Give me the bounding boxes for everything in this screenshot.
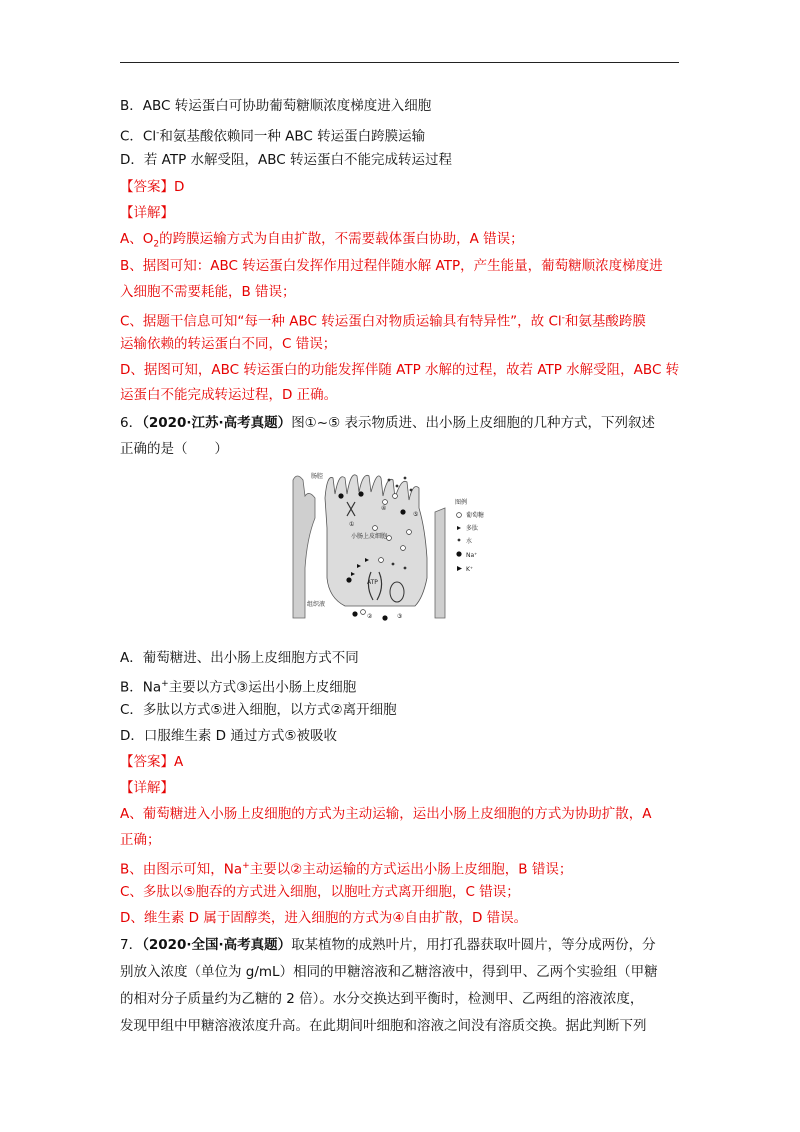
legend-peptide: 多肽 [466, 525, 479, 532]
legend-water: 水 [466, 538, 473, 545]
q5-explanation-b-1: B、据图可知：ABC 转运蛋白发挥作用过程伴随水解 ATP，产生能量，葡萄糖顺浓度梯度进 [120, 258, 663, 274]
q5-explanation-c-2: 运输依赖的转运蛋白不同，C 错误； [120, 336, 337, 352]
q6-explanation-d: D、维生素 D 属于固醇类，进入细胞的方式为④自由扩散，D 错误。 [120, 910, 528, 926]
lumen-label: 肠腔 [311, 473, 324, 480]
legend-glucose: 葡萄糖 [466, 512, 485, 519]
pathway-4-label: ④ [381, 505, 387, 512]
q5-option-c: C．Cl-和氨基酸依赖同一种 ABC 转运蛋白跨膜运输 [120, 128, 426, 145]
header-rule [120, 62, 679, 63]
pathway-2-label: ② [367, 613, 373, 620]
legend-sodium: Na⁺ [466, 552, 478, 559]
q7-stem-line-2: 别放入浓度（单位为 g/mL）相同的甲糖溶液和乙糖溶液中，得到甲、乙两个实验组（甲糖 [120, 964, 658, 980]
legend-potassium: K⁺ [466, 566, 474, 573]
q7-stem-line-3: 的相对分子质量约为乙糖的 2 倍）。水分交换达到平衡时，检测甲、乙两组的溶液浓度， [120, 991, 644, 1007]
tissue-fluid-label: 组织液 [307, 601, 326, 608]
q5-option-d: D．若 ATP 水解受阻，ABC 转运蛋白不能完成转运过程 [120, 152, 453, 168]
q6-explanation-a-1: A、葡萄糖进入小肠上皮细胞的方式为主动运输，运出小肠上皮细胞的方式为协助扩散，A [120, 806, 652, 822]
legend-title: 图例 [455, 499, 468, 506]
atp-label: ATP [367, 579, 378, 586]
q5-explanation-d-1: D、据图可知，ABC 转运蛋白的功能发挥伴随 ATP 水解的过程，故若 ATP 水解受阻，ABC 转 [120, 362, 680, 378]
q6-stem-line-1: 6．（2020·江苏·高考真题）图①~⑤ 表示物质进、出小肠上皮细胞的几种方式，下列叙述 [120, 415, 655, 431]
q6-option-c: C．多肽以方式⑤进入细胞，以方式②离开细胞 [120, 702, 397, 718]
q6-explanation-a-2: 正确； [120, 832, 161, 848]
q5-explanation-d-2: 运蛋白不能完成转运过程，D 正确。 [120, 387, 338, 403]
pathway-3-label: ③ [397, 613, 403, 620]
q6-option-a: A．葡萄糖进、出小肠上皮细胞方式不同 [120, 650, 359, 666]
q6-detail-label: 【详解】 [120, 780, 174, 796]
intestinal-cell-figure [285, 468, 507, 628]
q5-explanation-a: A、$O_2$的跨膜运输方式为自由扩散，不需要载体蛋白协助，A 错误； [120, 231, 524, 250]
q6-option-d: D．口服维生素 D 通过方式⑤被吸收 [120, 728, 337, 744]
q5-answer: 【答案】D [120, 179, 185, 195]
intestinal-cell-diagram [285, 468, 507, 628]
pathway-1-label: ① [349, 521, 355, 528]
q5-explanation-b-2: 入细胞不需要耗能，B 错误； [120, 284, 296, 300]
q7-stem-line-4: 发现甲组中甲糖溶液浓度升高。在此期间叶细胞和溶液之间没有溶质交换。据此判断下列 [120, 1018, 647, 1034]
q5-option-b: B．ABC 转运蛋白可协助葡萄糖顺浓度梯度进入细胞 [120, 98, 432, 114]
q5-detail-label: 【详解】 [120, 205, 174, 221]
q6-answer: 【答案】A [120, 754, 184, 770]
q6-explanation-c: C、多肽以⑤胞吞的方式进入细胞，以胞吐方式离开细胞，C 错误； [120, 884, 520, 900]
q5-explanation-c-1: C、据题干信息可知“每一种 ABC 转运蛋白对物质运输具有特异性”，故 Cl-和氨基酸跨膜 [120, 313, 646, 330]
cell-label: 小肠上皮细胞 [351, 533, 388, 540]
q7-stem-line-1: 7．（2020·全国·高考真题）取某植物的成熟叶片，用打孔器获取叶圆片，等分成两份，分 [120, 937, 656, 953]
q6-explanation-b: B、由图示可知，Na+主要以②主动运输的方式运出小肠上皮细胞，B 错误； [120, 861, 573, 878]
q6-option-b: B．Na+主要以方式③运出小肠上皮细胞 [120, 679, 357, 696]
q6-stem-line-2: 正确的是（ ） [120, 441, 228, 457]
pathway-5-label: ⑤ [413, 511, 419, 518]
